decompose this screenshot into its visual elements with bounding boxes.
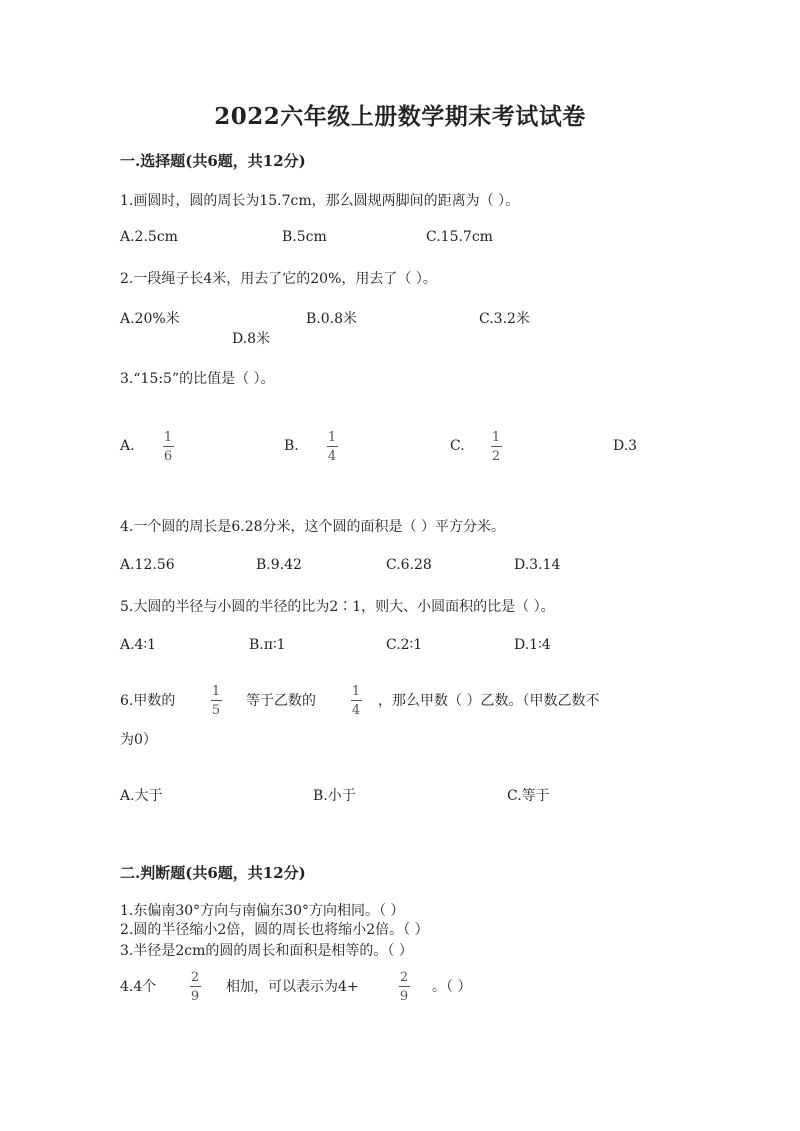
- fraction-denominator: 4: [327, 449, 337, 464]
- question-3: 3.“15:5”的比值是（ ）。: [120, 371, 275, 387]
- fraction-numerator: 2: [399, 970, 409, 985]
- q4-option-b: B.9.42: [256, 557, 302, 573]
- fraction-bar: [211, 700, 222, 701]
- fraction-numerator: 1: [491, 430, 501, 445]
- question-6-part4: 为0）: [120, 732, 157, 748]
- q3-option-b: B.: [284, 438, 299, 454]
- fraction-numerator: 2: [190, 970, 200, 985]
- question-1: 1.画圆时，圆的周长为15.7cm，那么圆规两脚间的距离为（ ）。: [120, 193, 520, 209]
- page-title: 2022六年级上册数学期末考试试卷: [214, 103, 586, 130]
- section-heading-choice: 一.选择题(共6题，共12分): [120, 152, 306, 170]
- fraction-bar: [327, 446, 338, 447]
- q5-option-d: D.1∶4: [514, 637, 551, 653]
- judgement-2: 2.圆的半径缩小2倍，圆的周长也将缩小2倍。（ ）: [120, 922, 429, 938]
- fraction-numerator: 1: [211, 684, 221, 699]
- q1-option-b: B.5cm: [282, 229, 327, 245]
- q4-option-d: D.3.14: [514, 557, 561, 573]
- judgement-4-part1: 4.4个: [120, 979, 157, 995]
- question-4: 4.一个圆的周长是6.28分米，这个圆的面积是（ ）平方分米。: [120, 519, 505, 535]
- q6-fraction-2: [349, 684, 363, 718]
- q5-option-b: B.π∶1: [249, 637, 286, 653]
- q3-option-b-fraction: [325, 430, 339, 464]
- question-6-part1: 6.甲数的: [120, 693, 176, 709]
- q6-option-b: B.小于: [313, 788, 356, 804]
- q6-option-c: C.等于: [507, 788, 550, 804]
- fraction-denominator: 6: [163, 449, 173, 464]
- q3-option-c: C.: [450, 438, 465, 454]
- q2-option-a: A.20%米: [120, 311, 180, 327]
- fraction-denominator: 5: [211, 703, 221, 718]
- q1-option-a: A.2.5cm: [120, 229, 178, 245]
- fraction-bar: [491, 446, 502, 447]
- fraction-denominator: 4: [351, 703, 361, 718]
- judgement-4-fraction-2: [397, 970, 411, 1004]
- q3-option-a-fraction: [161, 430, 175, 464]
- question-6-part2: 等于乙数的: [246, 693, 316, 709]
- q4-option-a: A.12.56: [120, 557, 175, 573]
- q3-option-c-fraction: [489, 430, 503, 464]
- judgement-3: 3.半径是2cm的圆的周长和面积是相等的。（ ）: [120, 943, 413, 959]
- q4-option-c: C.6.28: [386, 557, 432, 573]
- q1-option-c: C.15.7cm: [426, 229, 493, 245]
- fraction-denominator: 9: [399, 989, 409, 1004]
- fraction-numerator: 1: [163, 430, 173, 445]
- question-2: 2.一段绳子长4米，用去了它的20%，用去了（ ）。: [120, 271, 437, 287]
- judgement-4-part2: 相加，可以表示为4+: [226, 979, 359, 995]
- q6-option-a: A.大于: [120, 788, 163, 804]
- fraction-bar: [163, 446, 174, 447]
- fraction-numerator: 1: [351, 684, 361, 699]
- q3-option-d: D.3: [613, 438, 638, 454]
- q2-option-c: C.3.2米: [479, 311, 530, 327]
- q5-option-c: C.2∶1: [386, 637, 423, 653]
- fraction-numerator: 1: [327, 430, 337, 445]
- judgement-4-fraction-1: [188, 970, 202, 1004]
- section-heading-judgement: 二.判断题(共6题，共12分): [120, 864, 306, 882]
- fraction-denominator: 2: [491, 449, 501, 464]
- q5-option-a: A.4∶1: [120, 637, 157, 653]
- question-6-part3: ，那么甲数（ ）乙数。（甲数乙数不: [378, 693, 600, 709]
- fraction-denominator: 9: [190, 989, 200, 1004]
- q6-fraction-1: [209, 684, 223, 718]
- judgement-4-part3: 。（ ）: [432, 979, 472, 995]
- question-5: 5.大圆的半径与小圆的半径的比为2∶1，则大、小圆面积的比是（ ）。: [120, 599, 555, 615]
- q2-option-b: B.0.8米: [306, 311, 358, 327]
- judgement-1: 1.东偏南30°方向与南偏东30°方向相同。（ ）: [120, 903, 405, 919]
- q2-option-d: D.8米: [232, 331, 271, 347]
- fraction-bar: [190, 986, 201, 987]
- fraction-bar: [399, 986, 410, 987]
- q3-option-a: A.: [120, 438, 135, 454]
- fraction-bar: [351, 700, 362, 701]
